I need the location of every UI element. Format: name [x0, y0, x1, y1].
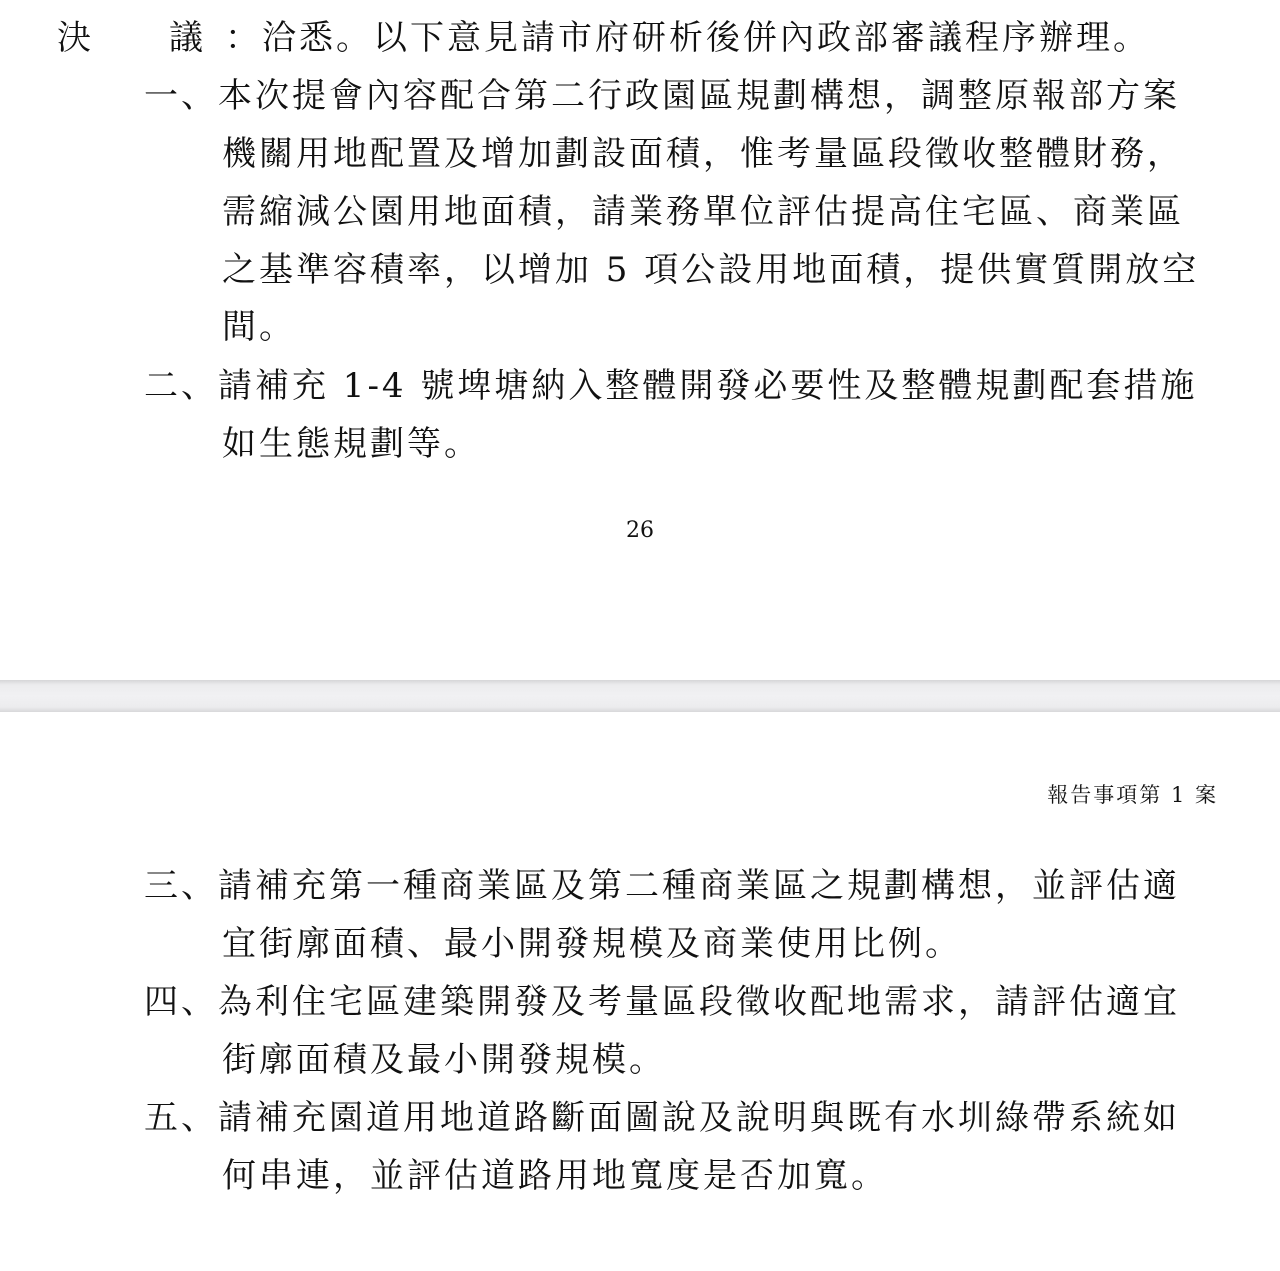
page-number: 26	[626, 518, 654, 543]
page-separator	[0, 680, 1280, 712]
resolution-text: ：洽悉。以下意見請市府研析後併內政部審議程序辦理。	[225, 18, 1150, 58]
document-page-27	[0, 712, 1280, 1271]
resolution-line	[57, 18, 1150, 58]
resolution-label	[57, 18, 225, 58]
resolution-label-char-2: 議	[169, 18, 203, 58]
item-4-line-2: 街廓面積及最小開發規模。	[222, 1040, 666, 1080]
item-3-line-2: 宜街廓面積、最小開發規模及商業使用比例。	[222, 924, 962, 964]
item-1-line-1: 一、本次提會內容配合第二行政園區規劃構想，調整原報部方案	[144, 76, 1180, 116]
item-3-line-1: 三、請補充第一種商業區及第二種商業區之規劃構想，並評估適	[144, 866, 1180, 906]
item-2-line-1: 二、請補充 1-4 號埤塘納入整體開發必要性及整體規劃配套措施	[144, 366, 1198, 406]
item-1-line-4: 之基準容積率，以增加 5 項公設用地面積，提供實質開放空	[222, 250, 1200, 290]
item-5-line-2: 何串連，並評估道路用地寬度是否加寬。	[222, 1156, 888, 1196]
item-1-line-2: 機關用地配置及增加劃設面積，惟考量區段徵收整體財務，	[222, 134, 1184, 174]
item-1-line-5: 間。	[222, 307, 296, 347]
item-5-line-1: 五、請補充園道用地道路斷面圖說及說明與既有水圳綠帶系統如	[144, 1098, 1180, 1138]
item-4-line-1: 四、為利住宅區建築開發及考量區段徵收配地需求，請評估適宜	[144, 982, 1180, 1022]
resolution-label-char-1: 決	[57, 18, 91, 58]
report-item-header: 報告事項第 1 案	[1047, 783, 1218, 807]
item-1-line-3: 需縮減公園用地面積，請業務單位評估提高住宅區、商業區	[222, 192, 1184, 232]
item-2-line-2: 如生態規劃等。	[222, 424, 481, 464]
